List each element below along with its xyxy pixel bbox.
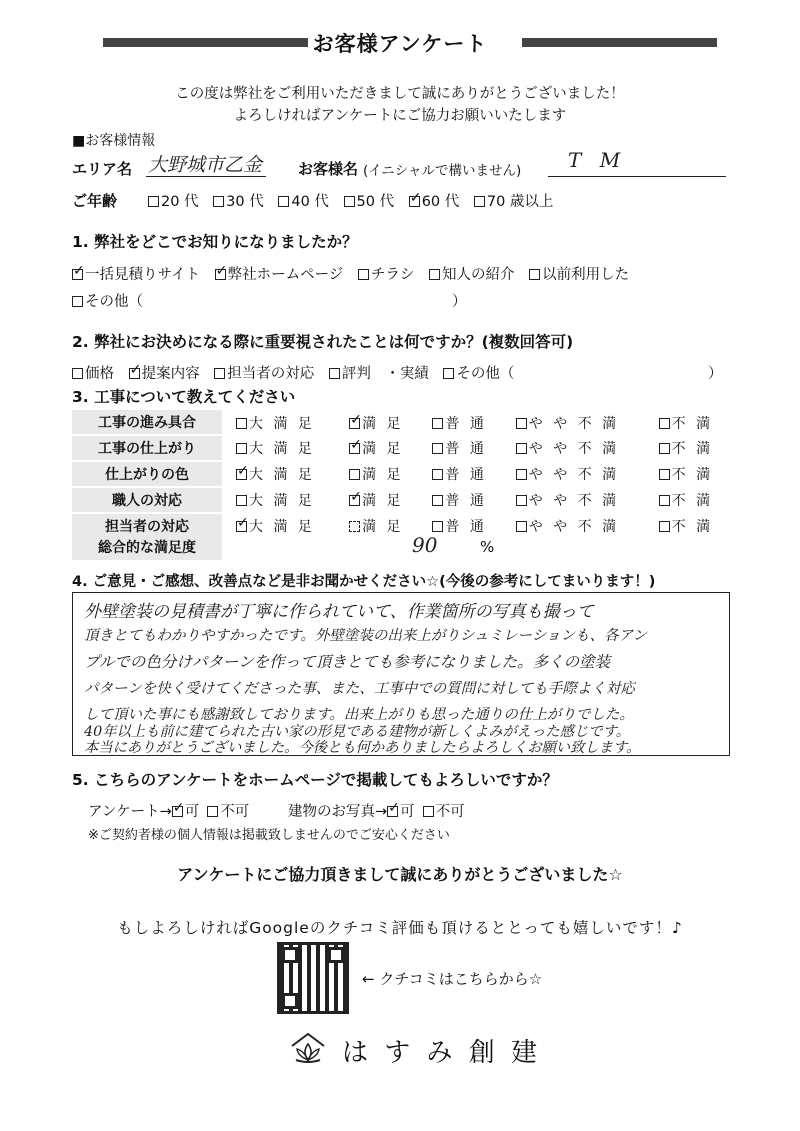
satisfaction-option[interactable] <box>222 487 335 513</box>
comment-line-1: 外壁塗装の見積書が丁寧に作られていて、作業箇所の写真も撮って <box>84 602 594 622</box>
satisfaction-checkbox[interactable] <box>516 469 527 480</box>
qr-code[interactable] <box>277 942 349 1014</box>
age-checkbox-70[interactable] <box>474 196 485 207</box>
satisfaction-option[interactable] <box>645 435 728 461</box>
q1-option-estimate-site[interactable]: ✓一括見積りサイト <box>72 267 200 283</box>
q1-checkbox-previous[interactable] <box>529 269 540 280</box>
satisfaction-checkbox[interactable] <box>432 418 443 429</box>
q4-question: 4. ご意見・ご感想、改善点など是非お聞かせください☆(今後の参考にしてまいります！) <box>72 574 656 590</box>
thanks-message: アンケートにご協力頂きまして誠にありがとうございました☆ <box>177 865 623 884</box>
photo-allow-checkbox[interactable] <box>387 806 398 817</box>
q1-option-flyer[interactable]: チラシ <box>358 267 415 283</box>
q2-options <box>72 362 524 383</box>
satisfaction-checkbox[interactable] <box>659 521 670 532</box>
satisfaction-option-label: 満 足 <box>362 441 404 457</box>
satisfaction-option-label: 大 満 足 <box>249 415 315 432</box>
area-label: エリア名 <box>72 160 133 178</box>
satisfaction-option-label: 満 足 <box>362 519 404 535</box>
q2-option-reputation[interactable]: 評判 ・実績 <box>329 366 429 382</box>
satisfaction-option[interactable] <box>645 461 728 487</box>
comment-line-4: パターンを快く受けてくださった事、また、工事中での質問に対しても手際よく対応 <box>84 681 635 697</box>
satisfaction-checkbox[interactable] <box>516 443 527 454</box>
satisfaction-option[interactable] <box>335 487 418 513</box>
q2-option-proposal[interactable]: ✓ 提案内容 <box>129 366 200 382</box>
q2-other-close: ） <box>708 366 723 382</box>
q1-option-homepage[interactable]: ✓ 弊社ホームページ <box>215 267 344 283</box>
satisfaction-option-label: 大 満 足 <box>249 519 315 535</box>
photo-permission: 建物のお写真→✓ 可 不可 <box>288 800 465 821</box>
satisfaction-option[interactable] <box>222 435 335 461</box>
intro-line-1: この度は弊社をご利用いただきまして誠にありがとうございました！ <box>175 86 625 102</box>
satisfaction-option-label: 不 満 <box>671 493 714 509</box>
satisfaction-option[interactable] <box>645 513 728 539</box>
satisfaction-option-label: 満 足 <box>362 415 404 432</box>
q1-checkbox-referral[interactable] <box>429 269 440 280</box>
satisfaction-checkbox[interactable] <box>516 521 527 532</box>
satisfaction-checkbox[interactable] <box>349 418 360 429</box>
name-underline <box>548 176 726 177</box>
satisfaction-option-label: 不 満 <box>671 415 714 432</box>
satisfaction-option-label: 普 通 <box>445 493 487 509</box>
comment-line-5: して頂いた事にも感謝致しております。出来上がりも思った通りの仕上がりでした。 <box>84 707 634 723</box>
q1-other[interactable]: その他（ <box>72 290 143 311</box>
qr-finder-bottom-left <box>282 993 298 1009</box>
overall-unit: % <box>480 538 495 556</box>
satisfaction-option[interactable] <box>645 410 728 435</box>
q1-option-referral[interactable]: 知人の紹介 <box>429 267 515 283</box>
satisfaction-option-label: や や 不 満 <box>528 493 620 509</box>
satisfaction-option-label: 普 通 <box>445 467 487 483</box>
age-checkbox-40[interactable] <box>278 196 289 207</box>
comment-line-3: プルでの色分けパターンを作って頂きとても参考になりました。多くの塗装 <box>84 653 611 671</box>
satisfaction-option-label: 大 満 足 <box>249 493 315 509</box>
survey-permission: アンケート→✓ 可 不可 <box>88 800 249 821</box>
satisfaction-option[interactable] <box>222 513 335 539</box>
name-label: お客様名 <box>298 160 359 178</box>
satisfaction-option-label: 満 足 <box>362 493 404 509</box>
satisfaction-option[interactable] <box>502 487 645 513</box>
satisfaction-option[interactable] <box>645 487 728 513</box>
satisfaction-option[interactable] <box>502 410 645 435</box>
age-option-50[interactable]: 50 代 <box>344 194 395 210</box>
satisfaction-checkbox[interactable] <box>236 521 247 532</box>
satisfaction-checkbox[interactable] <box>659 469 670 480</box>
age-option-40[interactable]: 40 代 <box>278 194 329 210</box>
satisfaction-option-label: 大 満 足 <box>249 441 315 457</box>
satisfaction-row <box>72 487 728 513</box>
satisfaction-checkbox[interactable] <box>236 418 247 429</box>
satisfaction-table <box>72 410 728 540</box>
satisfaction-option-label: 普 通 <box>445 519 487 535</box>
satisfaction-checkbox[interactable] <box>349 469 360 480</box>
satisfaction-option-label: 不 満 <box>671 441 714 457</box>
satisfaction-option[interactable] <box>502 435 645 461</box>
satisfaction-row-label: 仕上がりの色 <box>72 461 222 487</box>
comment-line-7: 本当にありがとうございました。今後とも何かありましたらよろしくお願い致します。 <box>84 740 641 756</box>
page-title: お客様アンケート <box>312 32 488 56</box>
satisfaction-option[interactable] <box>222 461 335 487</box>
area-underline <box>146 176 266 177</box>
satisfaction-option-label: や や 不 満 <box>528 467 620 483</box>
satisfaction-checkbox[interactable] <box>659 495 670 506</box>
satisfaction-row <box>72 461 728 487</box>
satisfaction-checkbox[interactable] <box>659 418 670 429</box>
q1-options <box>72 263 639 284</box>
age-checkbox-20[interactable] <box>148 196 159 207</box>
satisfaction-checkbox[interactable] <box>349 495 360 506</box>
satisfaction-option[interactable] <box>335 461 418 487</box>
privacy-note: ※ご契約者様の個人情報は掲載致しませんのでご安心ください <box>88 828 450 843</box>
satisfaction-option-label: 満 足 <box>362 467 404 483</box>
satisfaction-row-label: 担当者の対応 <box>72 513 222 539</box>
google-request: もしよろしければGoogleのクチコミ評価も頂けるととっても嬉しいです！♪ <box>117 919 683 937</box>
satisfaction-option[interactable] <box>335 410 418 435</box>
satisfaction-option[interactable] <box>418 435 501 461</box>
satisfaction-checkbox[interactable] <box>349 521 360 532</box>
intro-line-2: よろしければアンケートにご協力お願いいたします <box>233 108 567 124</box>
area-value[interactable]: 大野城市乙金 <box>148 154 263 176</box>
satisfaction-option-label: 不 満 <box>671 467 714 483</box>
q2-option-price[interactable]: 価格 <box>72 366 114 382</box>
age-checkbox-30[interactable] <box>213 196 224 207</box>
q2-question: 2. 弊社にお決めになる際に重要視されたことは何ですか？(複数回答可) <box>72 333 574 351</box>
satisfaction-checkbox[interactable] <box>349 443 360 454</box>
age-option-30[interactable]: 30 代 <box>213 194 264 210</box>
satisfaction-row <box>72 435 728 461</box>
satisfaction-checkbox[interactable] <box>432 521 443 532</box>
name-value[interactable]: T M <box>568 148 627 172</box>
satisfaction-checkbox[interactable] <box>236 495 247 506</box>
satisfaction-row-label: 工事の進み具合 <box>72 410 222 435</box>
q2-checkbox-price[interactable] <box>72 368 83 379</box>
satisfaction-checkbox[interactable] <box>432 495 443 506</box>
photo-deny-checkbox[interactable] <box>423 806 434 817</box>
q1-checkbox-flyer[interactable] <box>358 269 369 280</box>
q1-other-close: ） <box>452 294 467 310</box>
q3-question: 3. 工事について教えてください <box>72 388 296 406</box>
q2-checkbox-reputation[interactable] <box>329 368 340 379</box>
qr-finder-top-left <box>282 947 298 963</box>
company-name: は す み 創 建 <box>342 1038 542 1068</box>
age-options <box>148 190 563 211</box>
satisfaction-checkbox[interactable] <box>432 469 443 480</box>
satisfaction-row-label: 工事の仕上がり <box>72 435 222 461</box>
overall-label: 総合的な満足度 <box>72 536 222 560</box>
satisfaction-checkbox[interactable] <box>236 443 247 454</box>
q1-checkbox-other[interactable] <box>72 296 83 307</box>
name-note: (イニシャルで構いません) <box>363 163 522 179</box>
satisfaction-option-label: 普 通 <box>445 415 487 432</box>
satisfaction-option[interactable] <box>418 461 501 487</box>
satisfaction-row-label: 職人の対応 <box>72 487 222 513</box>
satisfaction-option[interactable] <box>502 513 645 539</box>
q2-checkbox-staff[interactable] <box>214 368 225 379</box>
age-checkbox-60[interactable] <box>409 196 420 207</box>
satisfaction-option[interactable] <box>335 513 418 539</box>
satisfaction-option-label: 普 通 <box>445 441 487 457</box>
satisfaction-option-label: や や 不 満 <box>528 441 620 457</box>
comment-line-2: 頂きとてもわかりやすかったです。外壁塗装の出来上がりシュミレーションも、各アン <box>84 628 647 644</box>
satisfaction-checkbox[interactable] <box>236 469 247 480</box>
satisfaction-option[interactable] <box>418 487 501 513</box>
age-checkbox-50[interactable] <box>344 196 355 207</box>
q1-option-previous[interactable]: 以前利用した <box>529 267 629 283</box>
satisfaction-option-label: や や 不 満 <box>528 415 620 432</box>
q1-question: 1. 弊社をどこでお知りになりましたか？ <box>72 233 358 251</box>
satisfaction-checkbox[interactable] <box>432 443 443 454</box>
lotus-house-logo-icon <box>288 1030 328 1066</box>
customer-info-heading: ■お客様情報 <box>72 133 156 149</box>
qr-finder-top-right <box>328 947 344 963</box>
satisfaction-checkbox[interactable] <box>516 495 527 506</box>
age-option-60[interactable]: ✓ 60 代 <box>409 194 460 210</box>
satisfaction-row <box>72 410 728 435</box>
qr-caption: ← クチコミはこちらから☆ <box>362 970 543 988</box>
satisfaction-option[interactable] <box>418 410 501 435</box>
satisfaction-option[interactable] <box>335 435 418 461</box>
satisfaction-option[interactable] <box>502 461 645 487</box>
satisfaction-option-label: 不 満 <box>671 519 714 535</box>
age-option-70[interactable]: 70 歳以上 <box>474 194 554 210</box>
overall-value[interactable]: 90 <box>412 533 438 557</box>
q1-checkbox-homepage[interactable] <box>215 269 226 280</box>
survey-deny-checkbox[interactable] <box>207 806 218 817</box>
q1-checkbox-estimate-site[interactable] <box>72 269 83 280</box>
q5-question: 5. こちらのアンケートをホームページで掲載してもよろしいですか？ <box>72 771 558 789</box>
comment-line-6: 40年以上も前に建てられた古い家の形見である建物が新しくよみがえった感じです。 <box>84 724 631 740</box>
age-label: ご年齢 <box>72 192 118 210</box>
q2-option-staff[interactable]: 担当者の対応 <box>214 366 314 382</box>
satisfaction-option-label: 大 満 足 <box>249 467 315 483</box>
satisfaction-option[interactable] <box>222 410 335 435</box>
q2-checkbox-other[interactable] <box>443 368 454 379</box>
satisfaction-option-label: や や 不 満 <box>528 519 620 535</box>
q2-option-other[interactable]: その他（ <box>443 366 514 382</box>
age-option-20[interactable]: 20 代 <box>148 194 199 210</box>
satisfaction-checkbox[interactable] <box>659 443 670 454</box>
q2-checkbox-proposal[interactable] <box>129 368 140 379</box>
satisfaction-checkbox[interactable] <box>516 418 527 429</box>
survey-allow-checkbox[interactable] <box>172 806 183 817</box>
